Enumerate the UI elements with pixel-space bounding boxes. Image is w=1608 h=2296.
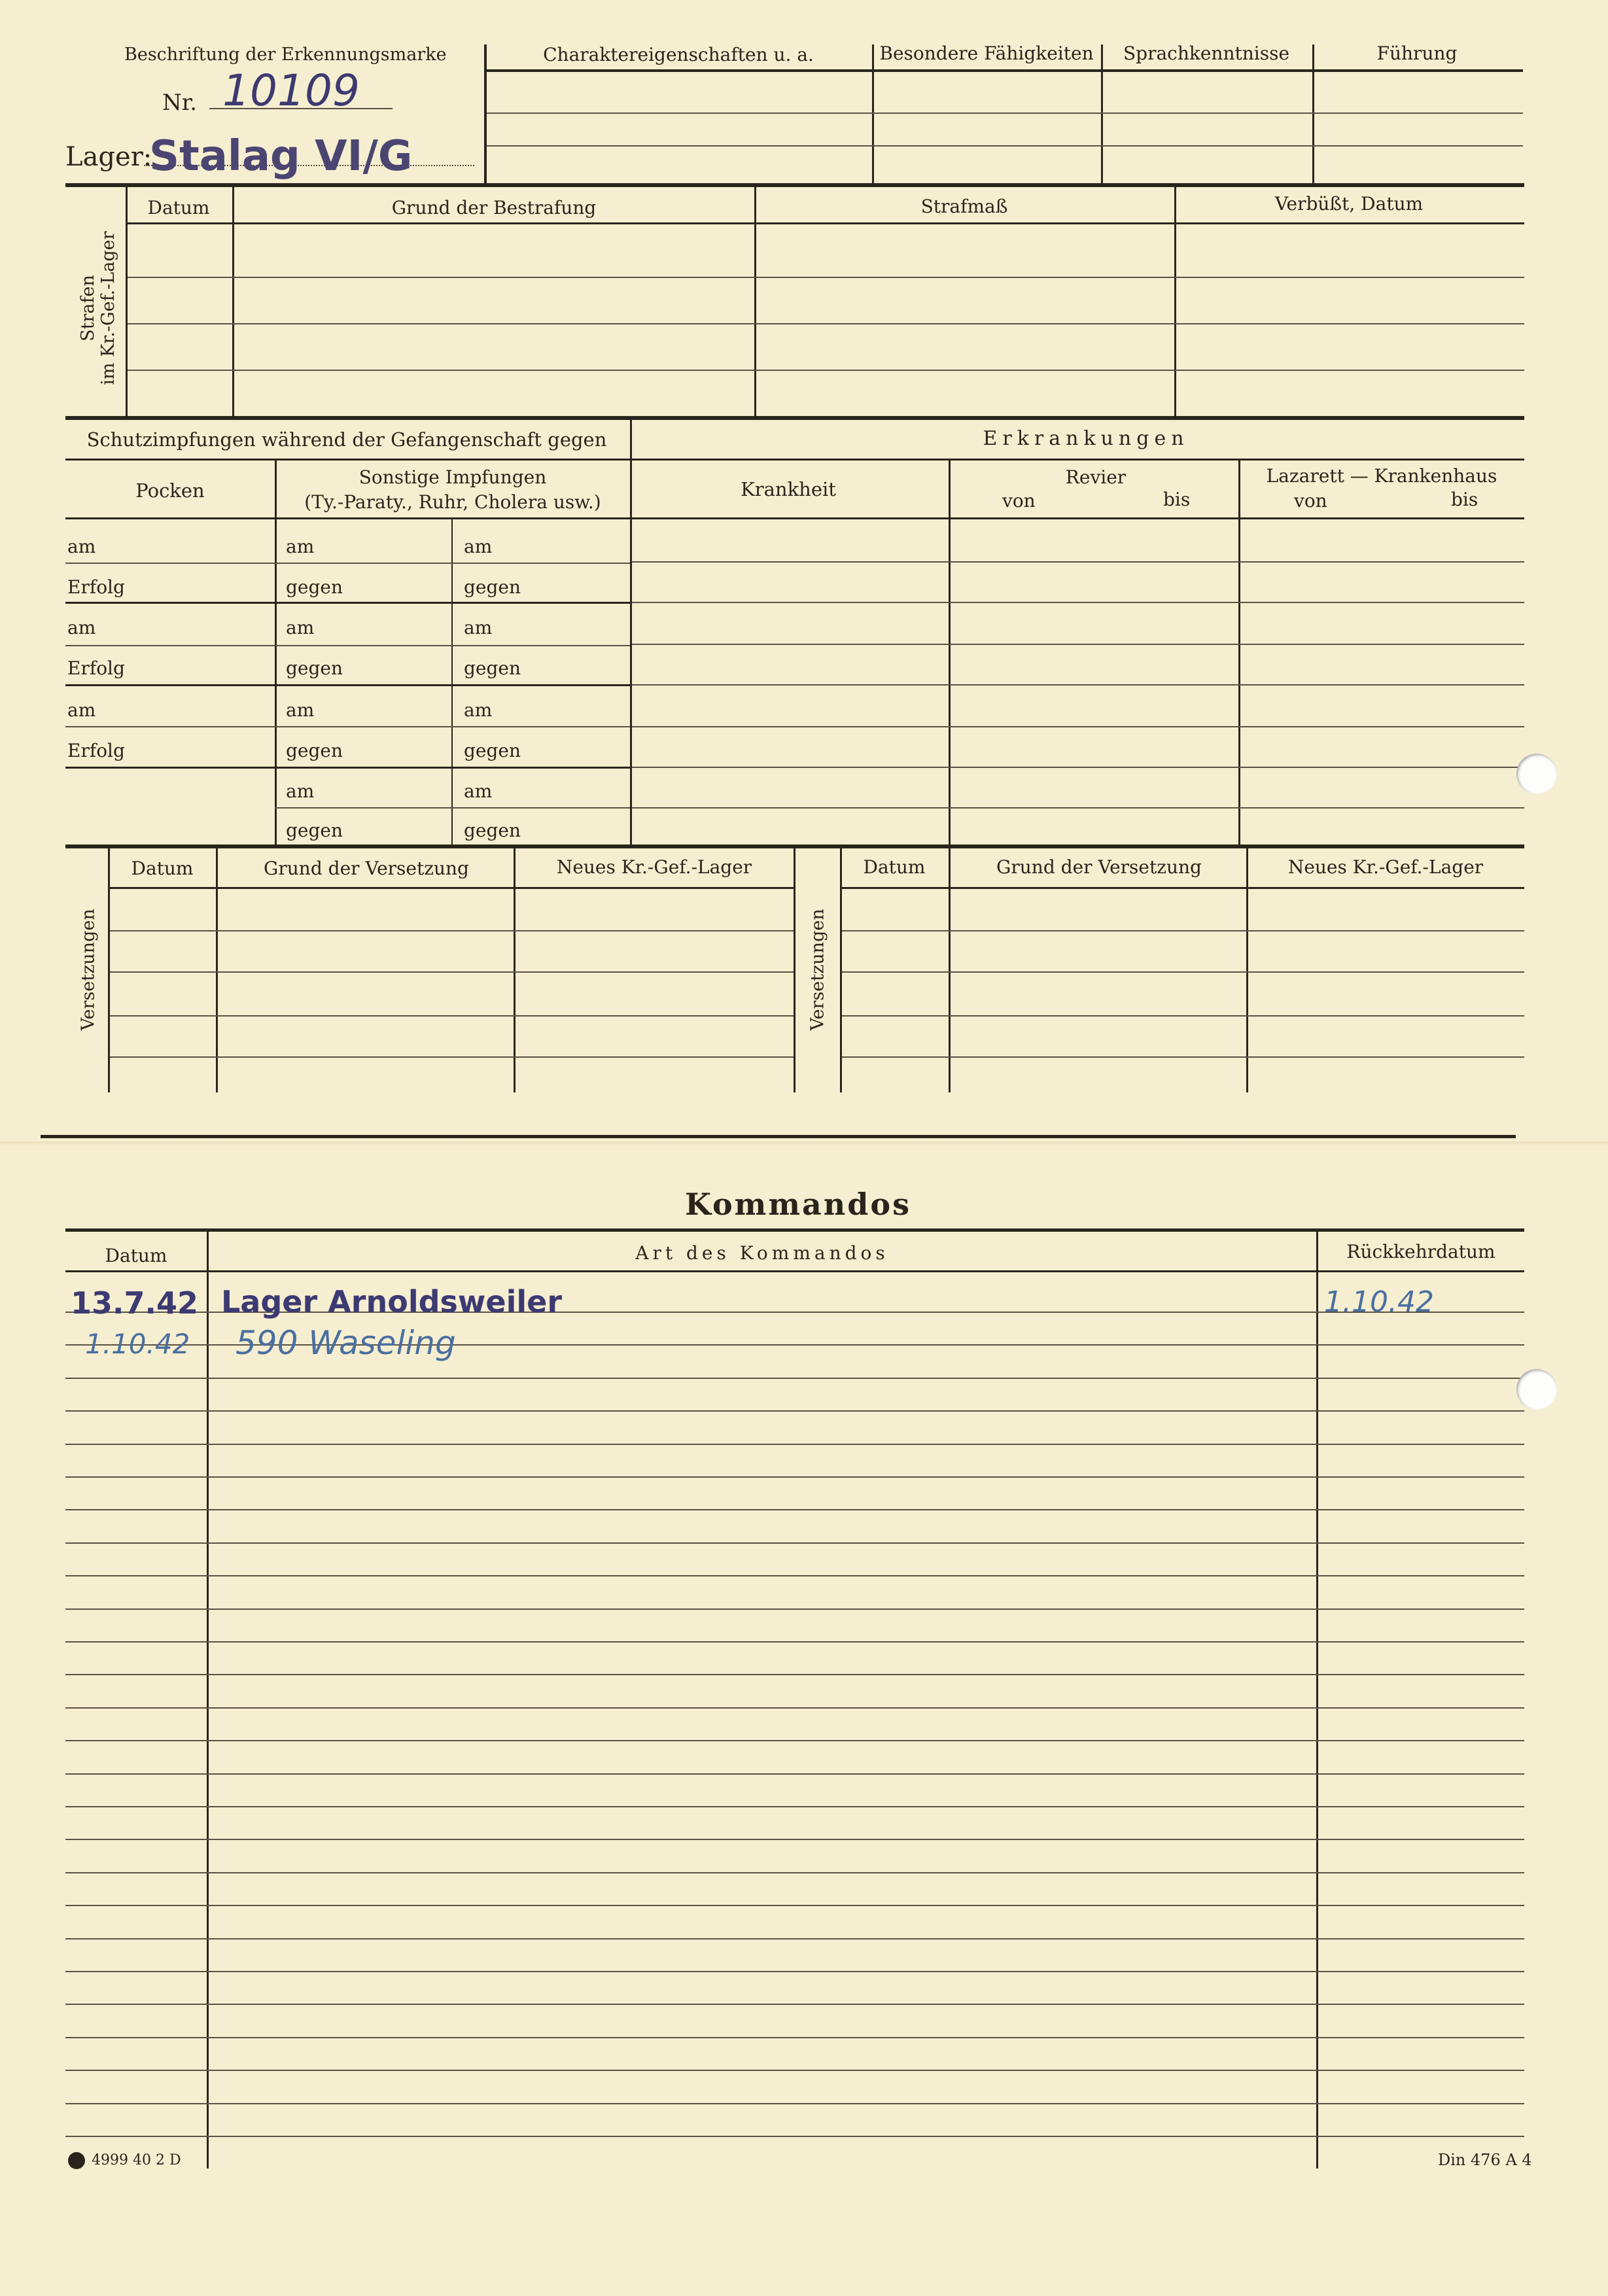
- lager-label: Lager:: [65, 142, 152, 172]
- kommandos-rule-line: [65, 2103, 1524, 2104]
- sonstige-a-row-1: am: [286, 536, 315, 557]
- sonstige-header-2: (Ty.-Paraty., Ruhr, Cholera usw.): [304, 491, 601, 513]
- pocken-header: Pocken: [135, 479, 205, 502]
- sonstige-a-row-7: am: [286, 780, 315, 802]
- printer-mark-icon: [68, 2152, 85, 2169]
- col-charakter: Charaktereigenschaften u. a.: [543, 44, 814, 65]
- kommandos-col-datum: Datum: [105, 1245, 167, 1266]
- strafen-col-grund: Grund der Bestrafung: [391, 197, 597, 218]
- kommandos-rule-line: [65, 1444, 1524, 1445]
- sonstige-a-row-8: gegen: [286, 820, 343, 841]
- pocken-row-1: am: [67, 536, 96, 557]
- sonstige-b-row-3: am: [464, 617, 493, 638]
- vers-left-lager: Neues Kr.-Gef.-Lager: [556, 856, 752, 878]
- kommandos-rule-line: [65, 1509, 1524, 1510]
- kommandos-rule-line: [65, 1674, 1524, 1675]
- kommandos-title: Kommandos: [685, 1187, 911, 1222]
- sonstige-b-row-5: am: [464, 699, 493, 721]
- kommandos-rule-line: [65, 1839, 1524, 1840]
- punch-hole-bottom: [1516, 1369, 1557, 1410]
- kommando-2-text: 590 Waseling: [236, 1324, 456, 1362]
- kommando-2-return: 1.10.42: [1324, 1285, 1434, 1319]
- footer-right-code: Din 476 A 4: [1438, 2151, 1532, 2169]
- strafen-label-1: Strafen: [77, 275, 98, 341]
- kommandos-rule-line: [65, 1971, 1524, 1972]
- kommandos-rule-line: [65, 1641, 1524, 1643]
- kommandos-rule-line: [65, 1773, 1524, 1775]
- kommando-2-date: 1.10.42: [85, 1328, 190, 1360]
- impfungen-title: Schutzimpfungen während der Gefangenschaft gegen: [86, 428, 607, 451]
- sonstige-header-1: Sonstige Impfungen: [358, 466, 547, 488]
- sonstige-b-row-4: gegen: [464, 657, 521, 679]
- kommandos-rule-line: [65, 1609, 1524, 1610]
- kommandos-rule-line: [65, 1707, 1524, 1709]
- kommando-1-date: 13.7.42: [71, 1285, 198, 1321]
- kommandos-rule-line: [65, 1542, 1524, 1544]
- kommandos-rule-line: [65, 2004, 1524, 2005]
- pocken-row-2: Erfolg: [67, 576, 125, 598]
- kommandos-rule-line: [65, 1410, 1524, 1412]
- sonstige-a-row-2: gegen: [286, 576, 343, 598]
- footer-left-code: 4999 40 2 D: [92, 2152, 181, 2168]
- lager-stamp: Stalag VI/G: [149, 132, 413, 181]
- vers-left-datum: Datum: [131, 858, 194, 879]
- sonstige-b-row-8: gegen: [464, 820, 521, 841]
- id-tag-label: Beschriftung der Erkennungsmarke: [124, 44, 447, 65]
- pocken-row-4: Erfolg: [67, 657, 125, 679]
- kommandos-rule-line: [65, 2070, 1524, 2071]
- pocken-row-3: am: [67, 617, 96, 638]
- col-sprachkenntnisse: Sprachkenntnisse: [1123, 43, 1290, 64]
- strafen-label-2: im Kr.-Gef.-Lager: [98, 231, 118, 385]
- kommandos-rule-line: [65, 2037, 1524, 2038]
- revier-von: von: [1002, 490, 1036, 512]
- kommandos-rule-line: [65, 1938, 1524, 1939]
- pocken-row-5: am: [67, 699, 96, 721]
- sonstige-b-row-2: gegen: [464, 576, 521, 598]
- lazarett-header: Lazarett — Krankenhaus: [1266, 465, 1497, 487]
- sonstige-a-row-6: gegen: [286, 740, 343, 761]
- strafen-col-strafmass: Strafmaß: [920, 196, 1008, 217]
- sonstige-a-row-5: am: [286, 699, 315, 721]
- pocken-row-6: Erfolg: [67, 740, 125, 761]
- col-faehigkeiten: Besondere Fähigkeiten: [879, 43, 1094, 64]
- lazarett-von: von: [1294, 490, 1327, 512]
- vers-left-grund: Grund der Versetzung: [264, 858, 469, 879]
- kommandos-rule-line: [65, 1575, 1524, 1576]
- strafen-col-verbuesst: Verbüßt, Datum: [1274, 193, 1424, 215]
- vers-right-lager: Neues Kr.-Gef.-Lager: [1287, 856, 1484, 878]
- strafen-col-datum: Datum: [147, 197, 210, 218]
- sonstige-a-row-4: gegen: [286, 657, 343, 679]
- kommandos-rule-line: [65, 1740, 1524, 1741]
- kommandos-rule-line: [65, 1905, 1524, 1906]
- kommandos-rule-line: [65, 1378, 1524, 1379]
- kommandos-rule-line: [65, 1806, 1524, 1807]
- kommandos-col-art: Art des Kommandos: [635, 1242, 889, 1264]
- kommandos-rule-line: [65, 1476, 1524, 1478]
- sonstige-a-row-3: am: [286, 617, 315, 638]
- vers-right-datum: Datum: [863, 856, 926, 878]
- nr-value: 10109: [222, 65, 360, 116]
- kommandos-col-rueckkehr: Rückkehrdatum: [1346, 1241, 1495, 1262]
- sonstige-b-row-7: am: [464, 780, 493, 802]
- col-fuehrung: Führung: [1376, 43, 1458, 64]
- kommandos-rule-line: [65, 2136, 1524, 2137]
- erkrankungen-title: Erkrankungen: [983, 427, 1189, 450]
- strafen-side-label: [78, 223, 118, 393]
- versetzungen-side-left: Versetzungen: [78, 909, 99, 1031]
- revier-bis: bis: [1163, 489, 1191, 510]
- kommando-1-text: Lager Arnoldsweiler: [221, 1284, 563, 1319]
- krankheit-header: Krankheit: [741, 478, 836, 500]
- kommandos-rule-line: [65, 1872, 1524, 1873]
- sonstige-b-row-6: gegen: [464, 740, 521, 761]
- punch-hole-top: [1516, 754, 1557, 794]
- sonstige-b-row-1: am: [464, 536, 493, 557]
- versetzungen-side-right: Versetzungen: [807, 909, 828, 1031]
- revier-header: Revier: [1065, 466, 1127, 488]
- vers-right-grund: Grund der Versetzung: [996, 856, 1202, 878]
- nr-label: Nr.: [162, 90, 198, 116]
- lazarett-bis: bis: [1451, 489, 1478, 510]
